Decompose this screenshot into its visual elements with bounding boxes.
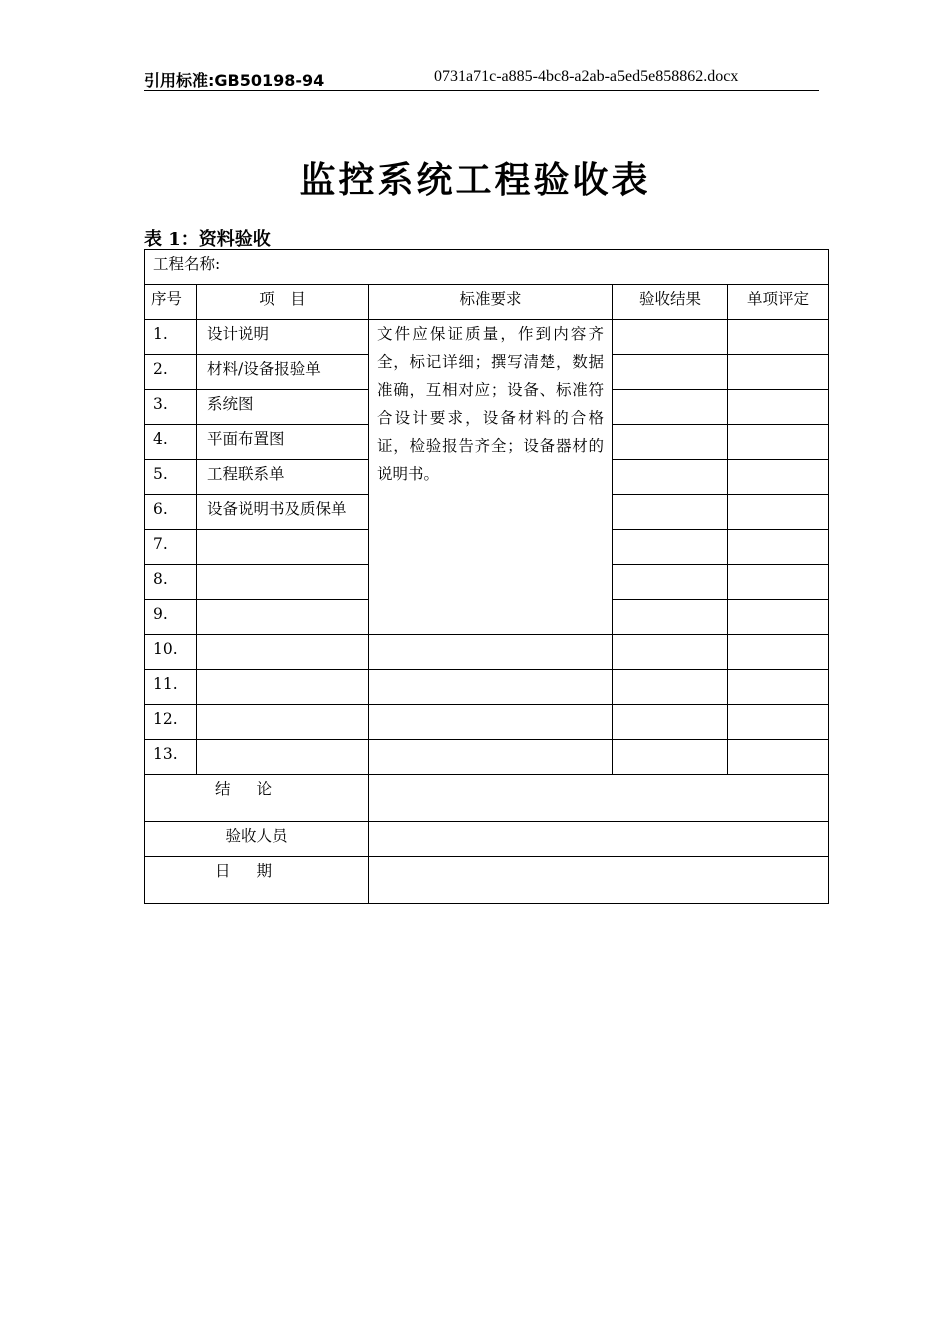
document-filename: 0731a71c-a885-4bc8-a2ab-a5ed5e858862.docx bbox=[434, 68, 739, 85]
document-title: 监控系统工程验收表 bbox=[299, 159, 651, 201]
row-standard[interactable] bbox=[369, 635, 613, 670]
row-item[interactable] bbox=[197, 705, 369, 740]
table-caption: 表 1：资料验收 bbox=[144, 229, 271, 250]
result-cell[interactable] bbox=[613, 705, 728, 740]
row-item: 设计说明 bbox=[197, 320, 369, 355]
row-no: 13. bbox=[145, 740, 197, 775]
rating-cell[interactable] bbox=[728, 425, 829, 460]
result-cell[interactable] bbox=[613, 635, 728, 670]
row-no: 12. bbox=[145, 705, 197, 740]
row-no: 5. bbox=[145, 460, 197, 495]
rating-cell[interactable] bbox=[728, 355, 829, 390]
result-cell[interactable] bbox=[613, 600, 728, 635]
row-no: 9. bbox=[145, 600, 197, 635]
result-cell[interactable] bbox=[613, 495, 728, 530]
row-no: 11. bbox=[145, 670, 197, 705]
table-header-row bbox=[145, 285, 829, 320]
row-no: 10. bbox=[145, 635, 197, 670]
row-no: 4. bbox=[145, 425, 197, 460]
acceptance-table bbox=[144, 249, 829, 904]
row-item: 平面布置图 bbox=[197, 425, 369, 460]
rating-cell[interactable] bbox=[728, 530, 829, 565]
standard-requirement: 文件应保证质量，作到内容齐全，标记详细；撰写清楚，数据准确，互相对应；设备、标准符合设计要求，设备材料的合格证，检验报告齐全；设备器材的说明书。 bbox=[369, 320, 613, 635]
table-row bbox=[145, 740, 829, 775]
project-name-cell[interactable] bbox=[145, 250, 829, 285]
table-row bbox=[145, 705, 829, 740]
row-item[interactable] bbox=[197, 740, 369, 775]
rating-cell[interactable] bbox=[728, 390, 829, 425]
column-header-rating: 单项评定 bbox=[728, 285, 829, 320]
table-row bbox=[145, 320, 829, 355]
row-standard[interactable] bbox=[369, 705, 613, 740]
date-row bbox=[145, 857, 829, 904]
rating-cell[interactable] bbox=[728, 320, 829, 355]
row-item: 工程联系单 bbox=[197, 460, 369, 495]
reference-standard: 引用标准:GB50198-94 bbox=[144, 71, 325, 90]
row-standard[interactable] bbox=[369, 670, 613, 705]
row-no: 3. bbox=[145, 390, 197, 425]
result-cell[interactable] bbox=[613, 355, 728, 390]
column-header-no: 序号 bbox=[145, 285, 197, 320]
inspectors-row bbox=[145, 822, 829, 857]
column-header-item: 项 目 bbox=[197, 285, 369, 320]
inspectors-value[interactable] bbox=[369, 822, 829, 857]
row-item[interactable] bbox=[197, 530, 369, 565]
row-no: 8. bbox=[145, 565, 197, 600]
result-cell[interactable] bbox=[613, 530, 728, 565]
result-cell[interactable] bbox=[613, 425, 728, 460]
rating-cell[interactable] bbox=[728, 565, 829, 600]
date-value[interactable] bbox=[369, 857, 829, 904]
conclusion-label: 结论 bbox=[145, 775, 369, 822]
row-item[interactable] bbox=[197, 635, 369, 670]
result-cell[interactable] bbox=[613, 565, 728, 600]
table-row bbox=[145, 670, 829, 705]
project-name-label: 工程名称: bbox=[153, 255, 221, 273]
rating-cell[interactable] bbox=[728, 600, 829, 635]
rating-cell[interactable] bbox=[728, 495, 829, 530]
conclusion-row bbox=[145, 775, 829, 822]
conclusion-value[interactable] bbox=[369, 775, 829, 822]
row-standard[interactable] bbox=[369, 740, 613, 775]
row-item[interactable] bbox=[197, 565, 369, 600]
date-label: 日期 bbox=[145, 857, 369, 904]
rating-cell[interactable] bbox=[728, 460, 829, 495]
rating-cell[interactable] bbox=[728, 635, 829, 670]
result-cell[interactable] bbox=[613, 740, 728, 775]
rating-cell[interactable] bbox=[728, 705, 829, 740]
row-item[interactable] bbox=[197, 600, 369, 635]
rating-cell[interactable] bbox=[728, 670, 829, 705]
table-row bbox=[145, 635, 829, 670]
row-no: 1. bbox=[145, 320, 197, 355]
page-header bbox=[144, 68, 819, 91]
column-header-standard: 标准要求 bbox=[369, 285, 613, 320]
column-header-result: 验收结果 bbox=[613, 285, 728, 320]
row-item: 材料/设备报验单 bbox=[197, 355, 369, 390]
result-cell[interactable] bbox=[613, 390, 728, 425]
row-item: 系统图 bbox=[197, 390, 369, 425]
rating-cell[interactable] bbox=[728, 740, 829, 775]
row-no: 7. bbox=[145, 530, 197, 565]
inspectors-label: 验收人员 bbox=[145, 822, 369, 857]
result-cell[interactable] bbox=[613, 320, 728, 355]
row-no: 2. bbox=[145, 355, 197, 390]
row-item[interactable] bbox=[197, 670, 369, 705]
result-cell[interactable] bbox=[613, 460, 728, 495]
row-no: 6. bbox=[145, 495, 197, 530]
row-item: 设备说明书及质保单 bbox=[197, 495, 369, 530]
result-cell[interactable] bbox=[613, 670, 728, 705]
